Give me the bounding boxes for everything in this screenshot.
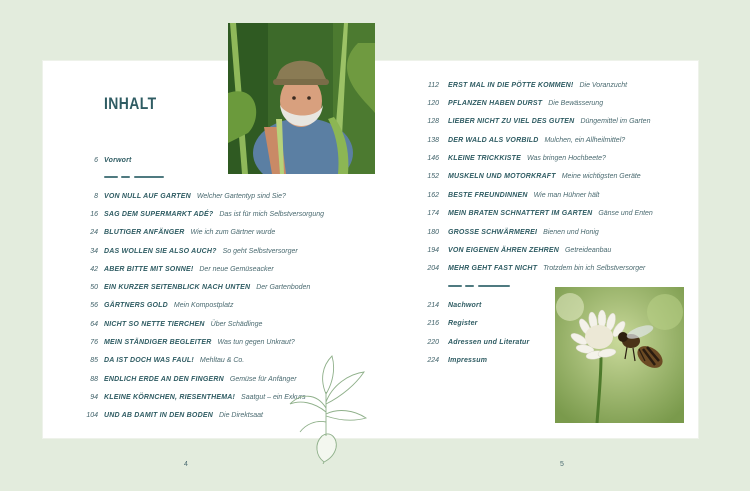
page-number: 16	[90, 211, 98, 218]
entry-subtitle: So geht Selbstversorger	[222, 248, 298, 255]
page-number: 50	[90, 284, 98, 291]
entry-subtitle: Welcher Gartentyp sind Sie?	[196, 193, 286, 200]
entry-subtitle: Wie ich zum Gärtner wurde	[190, 229, 276, 236]
page-number: 104	[86, 412, 98, 419]
entry-subtitle: Düngemittel im Garten	[580, 118, 651, 125]
entry-subtitle: Mein Kompostplatz	[173, 302, 234, 309]
page-number: 174	[427, 210, 439, 217]
entry-subtitle: Der Gartenboden	[256, 284, 311, 291]
entry-subtitle: Meine wichtigsten Geräte	[561, 173, 641, 180]
entry-title: VON EIGENEN ÄHREN ZEHREN Getreideanbau	[448, 247, 612, 254]
entry-subtitle: Wie man Hühner hält	[533, 192, 600, 199]
page-number: 94	[90, 394, 98, 401]
entry-title: ERST MAL IN DIE PÖTTE KOMMEN! Die Voranzucht	[448, 82, 628, 89]
entry-title: DER WALD ALS VORBILD Mulchen, ein Allheilmittel?	[448, 137, 626, 144]
page-number-right: 5	[560, 461, 564, 468]
entry-subtitle: Was bringen Hochbeete?	[527, 155, 606, 162]
entry-title: DA IST DOCH WAS FAUL! Mehltau & Co.	[104, 357, 245, 364]
entry-title: MEIN BRATEN SCHNATTERT IM GARTEN Gänse und Enten	[448, 210, 653, 217]
farmer-photo	[228, 23, 375, 174]
page-number: 24	[90, 229, 98, 236]
page-number: 64	[90, 321, 98, 328]
entry-subtitle: Saatgut – ein Exkurs	[241, 394, 306, 401]
entry-title: KLEINE KÖRNCHEN, RIESENTHEMA! Saatgut – ein Exkurs	[104, 394, 306, 401]
section-divider	[104, 176, 164, 178]
entry-title: SAG DEM SUPERMARKT ADÉ? Das ist für mich Selbstversorgung	[104, 211, 324, 218]
page-number: 88	[90, 376, 98, 383]
entry-title: Nachwort	[448, 302, 482, 309]
page-number: 224	[427, 357, 439, 364]
entry-title: GÄRTNERS GOLD Mein Kompostplatz	[104, 302, 234, 309]
page-number: 76	[90, 339, 98, 346]
entry-title: VON NULL AUF GARTEN Welcher Gartentyp sind Sie?	[104, 193, 286, 200]
section-divider	[448, 285, 510, 287]
page-number: 112	[427, 82, 439, 89]
page-title: INHALT	[104, 94, 157, 113]
entry-title: Impressum	[448, 357, 488, 364]
entry-subtitle: Die Voranzucht	[579, 82, 628, 89]
page-number: 85	[90, 357, 98, 364]
entry-title: MUSKELN UND MOTORKRAFT Meine wichtigsten Geräte	[448, 173, 641, 180]
page-number: 56	[90, 302, 98, 309]
page-number: 180	[427, 229, 439, 236]
page-number: 216	[427, 320, 439, 327]
entry-subtitle: Die Direktsaat	[218, 412, 263, 419]
page-number: 194	[427, 247, 439, 254]
page-number-left: 4	[184, 461, 188, 468]
entry-subtitle: Bienen und Honig	[543, 229, 599, 236]
page-number: 42	[90, 266, 98, 273]
entry-subtitle: Gänse und Enten	[598, 210, 653, 217]
page-number: 204	[427, 265, 439, 272]
entry-title: LIEBER NICHT ZU VIEL DES GUTEN Düngemittel im Garten	[448, 118, 651, 125]
entry-title: Vorwort	[104, 157, 132, 164]
entry-subtitle: Der neue Gemüseacker	[199, 266, 274, 273]
entry-title: MEHR GEHT FAST NICHT Trotzdem bin ich Selbstversorger	[448, 265, 646, 272]
page-number: 34	[90, 248, 98, 255]
entry-title: MEIN STÄNDIGER BEGLEITER Was tun gegen Unkraut?	[104, 339, 295, 346]
page-number: 8	[94, 193, 98, 200]
entry-title: ENDLICH ERDE AN DEN FINGERN Gemüse für Anfänger	[104, 376, 297, 383]
entry-title: DAS WOLLEN SIE ALSO AUCH? So geht Selbstversorger	[104, 248, 298, 255]
entry-title: EIN KURZER SEITENBLICK NACH UNTEN Der Gartenboden	[104, 284, 311, 291]
page-number: 138	[427, 137, 439, 144]
page-number: 220	[427, 339, 439, 346]
page-number: 146	[427, 155, 439, 162]
entry-title: Register	[448, 320, 478, 327]
entry-subtitle: Gemüse für Anfänger	[229, 376, 297, 383]
entry-subtitle: Die Bewässerung	[548, 100, 604, 107]
entry-subtitle: Mulchen, ein Allheilmittel?	[544, 137, 626, 144]
entry-subtitle: Mehltau & Co.	[199, 357, 245, 364]
entry-title: BLUTIGER ANFÄNGER Wie ich zum Gärtner wurde	[104, 229, 276, 236]
entry-title: UND AB DAMIT IN DEN BODEN Die Direktsaat	[104, 412, 263, 419]
entry-title: Adressen und Literatur	[448, 339, 530, 346]
page-number: 6	[94, 157, 98, 164]
page-number: 120	[427, 100, 439, 107]
page-number: 162	[427, 192, 439, 199]
entry-subtitle: Trotzdem bin ich Selbstversorger	[543, 265, 646, 272]
entry-title: KLEINE TRICKKISTE Was bringen Hochbeete?	[448, 155, 606, 162]
entry-title: NICHT SO NETTE TIERCHEN Über Schädlinge	[104, 321, 263, 328]
entry-subtitle: Was tun gegen Unkraut?	[217, 339, 295, 346]
bee-on-clover-photo	[555, 287, 684, 423]
page-number: 152	[427, 173, 439, 180]
radish-sprout-illustration	[282, 352, 372, 464]
entry-title: GROSSE SCHWÄRMEREI Bienen und Honig	[448, 229, 599, 236]
entry-title: PFLANZEN HABEN DURST Die Bewässerung	[448, 100, 604, 107]
entry-title: BESTE FREUNDINNEN Wie man Hühner hält	[448, 192, 600, 199]
entry-title: ABER BITTE MIT SONNE! Der neue Gemüseacker	[104, 266, 274, 273]
page-number: 214	[427, 302, 439, 309]
entry-subtitle: Getreideanbau	[564, 247, 612, 254]
entry-subtitle: Über Schädlinge	[210, 321, 263, 328]
page-number: 128	[427, 118, 439, 125]
entry-subtitle: Das ist für mich Selbstversorgung	[219, 211, 324, 218]
